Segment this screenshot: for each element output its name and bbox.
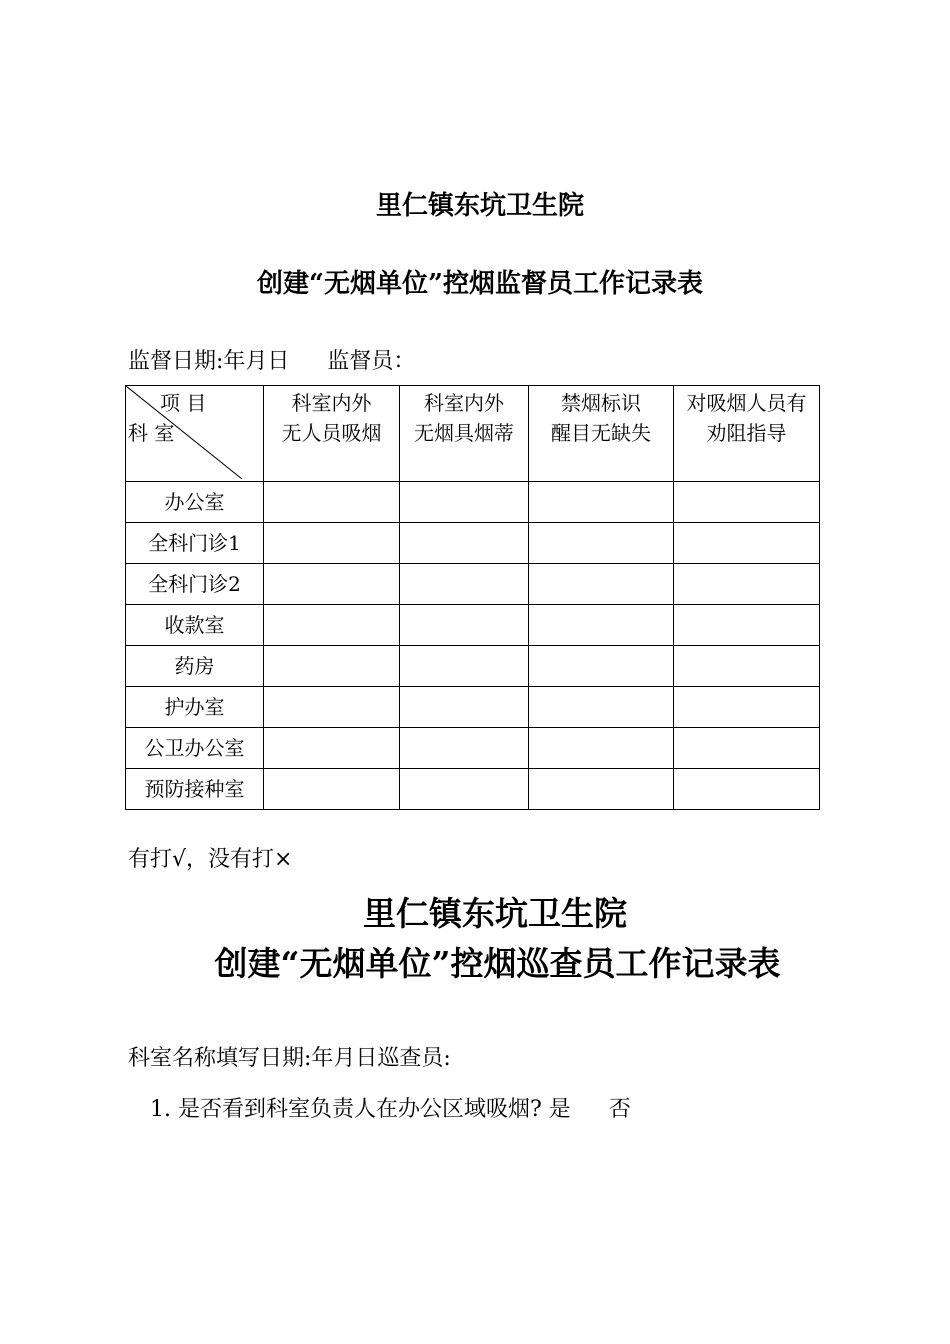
check-cell[interactable] bbox=[674, 769, 820, 810]
table-row bbox=[126, 605, 820, 646]
dept-name-cell: 公卫办公室 bbox=[126, 728, 264, 769]
answer-yes[interactable]: 是 bbox=[548, 1097, 571, 1122]
check-cell[interactable] bbox=[529, 646, 674, 687]
supervision-table bbox=[125, 385, 820, 810]
column-header bbox=[529, 386, 674, 482]
column-header-line: 科室内外 bbox=[424, 391, 504, 415]
check-cell[interactable] bbox=[400, 523, 529, 564]
check-cell[interactable] bbox=[674, 564, 820, 605]
table-corner-cell bbox=[126, 386, 264, 482]
check-cell[interactable] bbox=[400, 769, 529, 810]
table-row bbox=[126, 564, 820, 605]
check-cell[interactable] bbox=[400, 646, 529, 687]
check-cell[interactable] bbox=[674, 728, 820, 769]
column-header-line: 无烟具烟蒂 bbox=[414, 421, 514, 445]
inspection-meta: 科室名称填写日期:年月日巡查员: bbox=[128, 1046, 451, 1071]
check-cell[interactable] bbox=[529, 523, 674, 564]
corner-item-label: 项 目 bbox=[160, 391, 207, 415]
dept-name-cell: 办公室 bbox=[126, 482, 264, 523]
column-header-line: 劝阻指导 bbox=[706, 421, 787, 445]
check-cell[interactable] bbox=[264, 646, 400, 687]
table-row bbox=[126, 769, 820, 810]
check-cell[interactable] bbox=[400, 728, 529, 769]
check-cell[interactable] bbox=[400, 482, 529, 523]
dept-name-cell: 收款室 bbox=[126, 605, 264, 646]
supervisor-label: 监督员： bbox=[327, 349, 416, 374]
check-legend: 有打√，没有打× bbox=[128, 847, 293, 872]
answer-no[interactable]: 否 bbox=[608, 1097, 631, 1122]
question-1 bbox=[150, 1092, 631, 1123]
dept-name-cell: 全科门诊2 bbox=[126, 564, 264, 605]
check-cell[interactable] bbox=[674, 605, 820, 646]
supervision-meta bbox=[128, 344, 415, 375]
check-cell[interactable] bbox=[674, 687, 820, 728]
column-header bbox=[400, 386, 529, 482]
question-number: 1. bbox=[150, 1097, 171, 1122]
check-cell[interactable] bbox=[264, 564, 400, 605]
dept-name-cell: 全科门诊1 bbox=[126, 523, 264, 564]
table-row bbox=[126, 728, 820, 769]
org-title-2: 里仁镇东坑卫生院 bbox=[363, 894, 627, 933]
check-cell[interactable] bbox=[529, 728, 674, 769]
check-cell[interactable] bbox=[529, 564, 674, 605]
table-row bbox=[126, 687, 820, 728]
column-header-line: 科室内外 bbox=[291, 391, 372, 415]
check-cell[interactable] bbox=[400, 605, 529, 646]
dept-name-cell: 药房 bbox=[126, 646, 264, 687]
check-cell[interactable] bbox=[264, 482, 400, 523]
supervision-date-label: 监督日期:年月日 bbox=[128, 349, 290, 374]
check-cell[interactable] bbox=[529, 482, 674, 523]
dept-name-cell: 预防接种室 bbox=[126, 769, 264, 810]
column-header-line: 对吸烟人员有 bbox=[686, 391, 807, 415]
check-cell[interactable] bbox=[529, 687, 674, 728]
check-cell[interactable] bbox=[264, 605, 400, 646]
check-cell[interactable] bbox=[400, 687, 529, 728]
form-title-inspector: 创建“无烟单位”控烟巡查员工作记录表 bbox=[214, 944, 781, 983]
org-title: 里仁镇东坑卫生院 bbox=[375, 191, 584, 221]
check-cell[interactable] bbox=[400, 564, 529, 605]
table-header-row bbox=[126, 386, 820, 482]
check-cell[interactable] bbox=[529, 605, 674, 646]
check-cell[interactable] bbox=[674, 523, 820, 564]
check-cell[interactable] bbox=[264, 687, 400, 728]
form-title-supervisor: 创建“无烟单位”控烟监督员工作记录表 bbox=[257, 269, 703, 299]
column-header bbox=[264, 386, 400, 482]
column-header-line: 醒目无缺失 bbox=[551, 421, 651, 445]
check-cell[interactable] bbox=[674, 482, 820, 523]
check-cell[interactable] bbox=[674, 646, 820, 687]
column-header-line: 禁烟标识 bbox=[561, 391, 641, 415]
column-header bbox=[674, 386, 820, 482]
table-row bbox=[126, 646, 820, 687]
dept-name-cell: 护办室 bbox=[126, 687, 264, 728]
corner-dept-label: 科 室 bbox=[128, 421, 175, 445]
question-text: 是否看到科室负责人在办公区域吸烟? bbox=[178, 1097, 542, 1122]
check-cell[interactable] bbox=[264, 728, 400, 769]
check-cell[interactable] bbox=[264, 523, 400, 564]
table-row bbox=[126, 482, 820, 523]
table-row bbox=[126, 523, 820, 564]
check-cell[interactable] bbox=[264, 769, 400, 810]
column-header-line: 无人员吸烟 bbox=[281, 421, 382, 445]
check-cell[interactable] bbox=[529, 769, 674, 810]
